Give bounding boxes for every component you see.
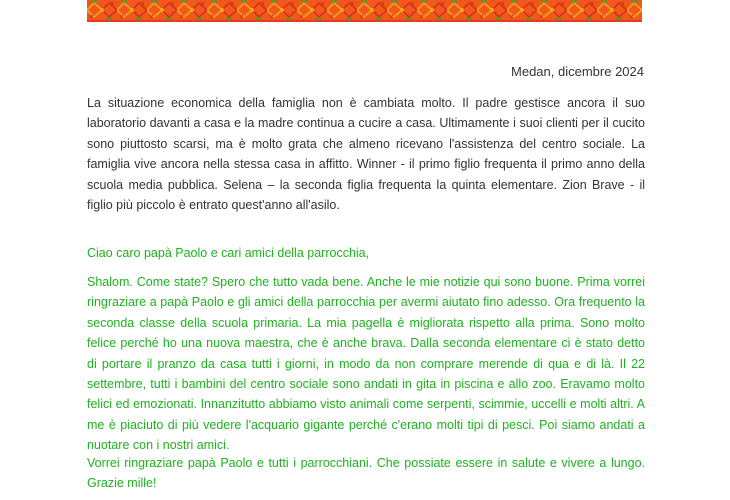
letter-greeting: Ciao caro papà Paolo e cari amici della parrocchia, — [87, 246, 370, 260]
family-situation-paragraph: La situazione economica della famiglia non è cambiata molto. Il padre gestisce ancora il suo laboratorio davanti a casa e la madre continua a cucire a casa. Ultimamente i suoi clienti per il cucito sono piuttosto scarsi, ma è molto grata che almeno ricevano l'assistenza del centro sociale. La famiglia vive ancora nella stessa casa in affitto. Winner - il primo figlio frequenta il primo anno della scuola media pubblica. Selena – la seconda figlia frequenta la quinta elementare. Zion Brave - il figlio più piccolo è entrato quest'anno all'asilo. — [87, 96, 645, 213]
decorative-banner — [87, 0, 642, 22]
letter-closing-paragraph: Vorrei ringraziare papà Paolo e tutti i parrocchiani. Che possiate essere in salute e vivere a lungo. Grazie mille! — [87, 456, 645, 491]
letter-body-paragraph: Shalom. Come state? Spero che tutto vada bene. Anche le mie notizie qui sono buone. Prima vorrei ringraziare a papà Paolo e gli amici della parrocchia per avermi aiutato fino adesso. Ora frequento la seconda classe della scuola primaria. La mia pagella è migliorata rispetto alla prima. Sono molto felice perché ho una nuova maestra, che è anche brava. Dalla seconda elementare ci è stato detto di portare il pranzo da casa tutti i giorni, in modo da non comprare merende di qua e di là. Il 22 settembre, tutti i bambini del centro sociale sono andati in gita in piscina e allo zoo. Eravamo molto felici ed emozionati. Innanzitutto abbiamo visto animali come serpenti, scimmie, uccelli e molti altri. A me è piaciuto di più vedere l'acquario gigante perché c'erano molti tipi di pesci. Poi siamo andati a nuotare con i nostri amici. — [87, 275, 645, 453]
letter-date: Medan, dicembre 2024 — [511, 64, 644, 79]
decorative-ornament-banner-icon — [87, 0, 642, 20]
